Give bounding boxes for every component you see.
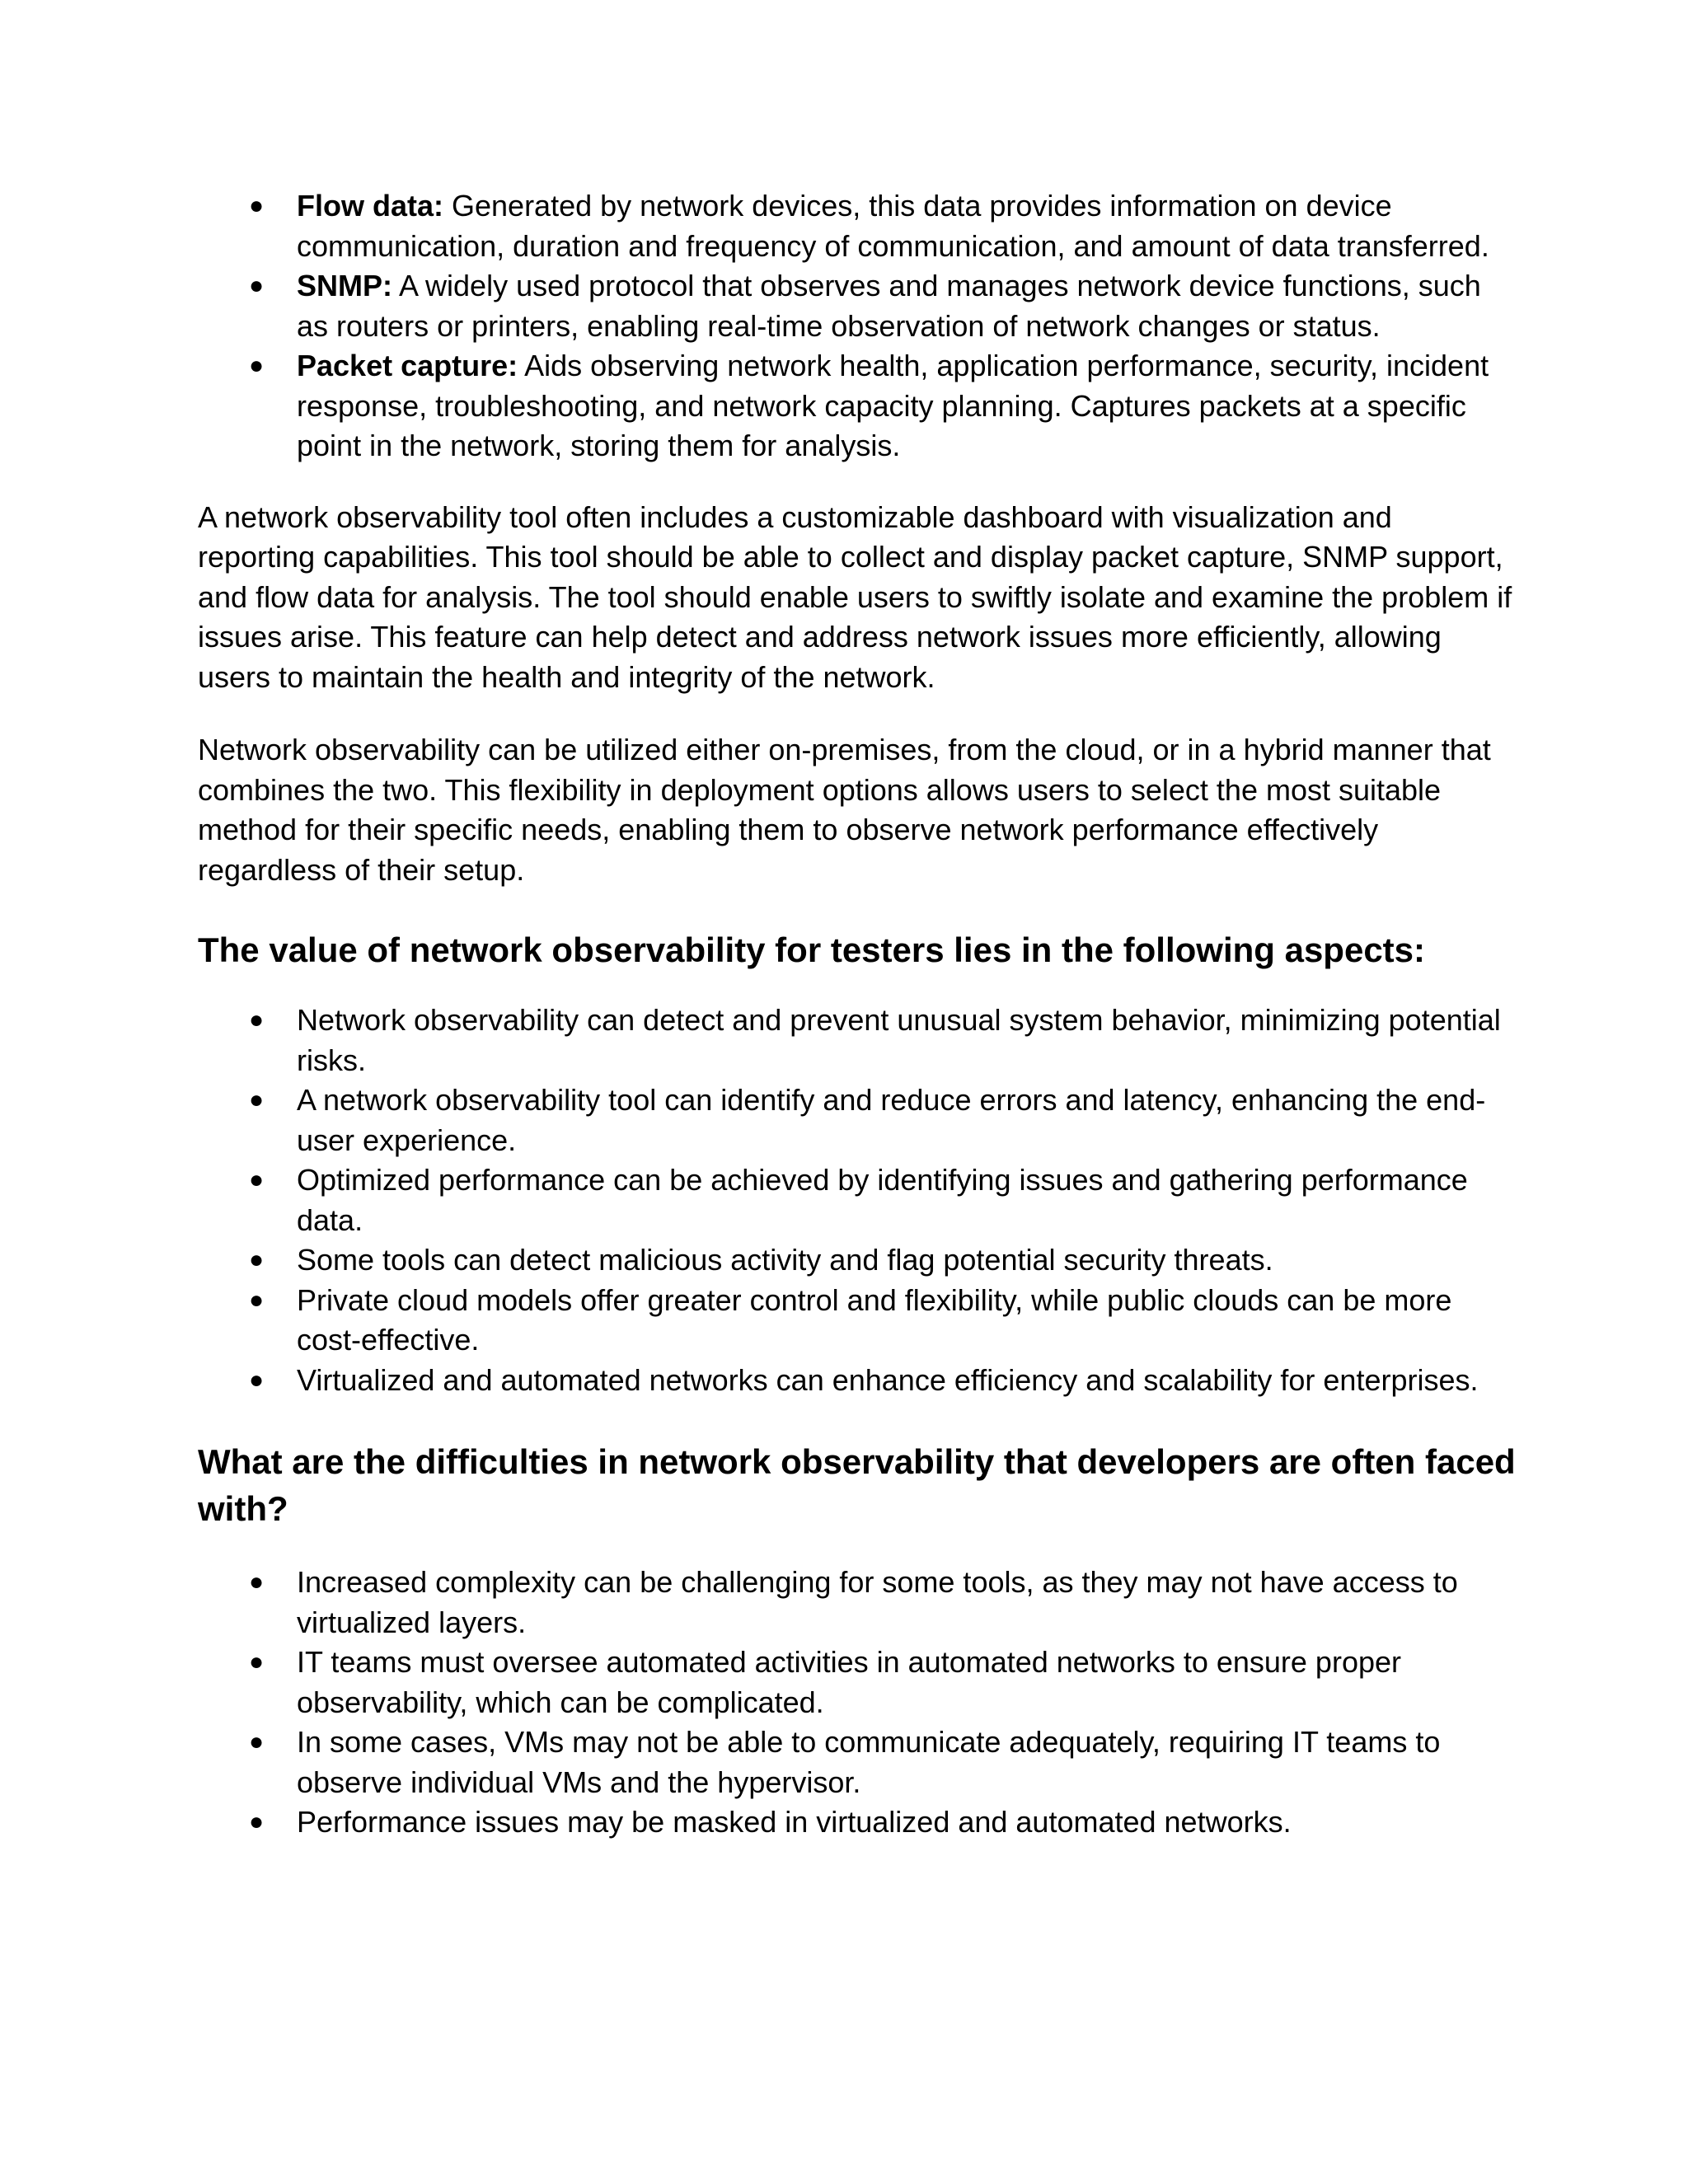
list-item-term: SNMP: [297, 269, 392, 302]
list-item-text: Aids observing network health, application performance, security, incident response, troubleshooting, and network capacity planning. Captures packets at a specific point in the network, storing them for analysis. [297, 349, 1489, 462]
list-item [198, 1080, 1517, 1160]
list-item-text: Network observability can detect and prevent unusual system behavior, minimizing potential risks. [297, 1003, 1501, 1077]
paragraph-dashboard: A network observability tool often includes a customizable dashboard with visualization and reporting capabilities. This tool should be able to collect and display packet capture, SNMP support, and flow data for analysis. The tool should enable users to swiftly isolate and examine the problem if issues arise. This feature can help detect and address network issues more efficiently, allowing users to maintain the health and integrity of the network. [198, 499, 1512, 694]
list-item-text: Performance issues may be masked in virtualized and automated networks. [297, 1805, 1292, 1839]
list-item [198, 1240, 1517, 1281]
list-item [198, 346, 1517, 466]
list-item-text: A widely used protocol that observes and manages network device functions, such as routers or printers, enabling real-time observation of network changes or status. [297, 269, 1481, 343]
bullet-icon: ● [249, 1286, 265, 1314]
list-item-term: Flow data: [297, 189, 443, 223]
list-item [198, 266, 1517, 346]
bullet-icon: ● [249, 272, 265, 299]
bullet-icon: ● [249, 1808, 265, 1835]
list-item [198, 1361, 1517, 1401]
bullet-icon: ● [249, 192, 265, 219]
bullet-icon: ● [249, 1246, 265, 1273]
bullet-icon: ● [249, 1366, 265, 1394]
list-item-text: Private cloud models offer greater control and flexibility, while public clouds can be more cost-effective. [297, 1282, 1452, 1357]
bullet-icon: ● [249, 1166, 265, 1193]
bullet-icon: ● [249, 1006, 265, 1033]
list-item-text: Generated by network devices, this data provides information on device communication, duration and frequency of communication, and amount of data transferred. [297, 189, 1489, 263]
paragraph-deployment: Network observability can be utilized either on-premises, from the cloud, or in a hybrid manner that combines the two. This flexibility in deployment options allows users to select the most suitable method for their specific needs, enabling them to observe network performance effectively regardless of their setup. [198, 733, 1491, 887]
difficulties-list [198, 1563, 1517, 1843]
data-sources-list [198, 186, 1517, 466]
heading-difficulties: What are the difficulties in network observability that developers are often faced with? [198, 1442, 1516, 1528]
bullet-icon: ● [249, 1648, 265, 1675]
list-item [198, 186, 1517, 266]
list-item [198, 1160, 1517, 1240]
document-page [198, 186, 1517, 1843]
bullet-icon: ● [249, 1086, 265, 1113]
list-item [198, 1281, 1517, 1361]
list-item [198, 1802, 1517, 1843]
bullet-icon: ● [249, 1728, 265, 1755]
list-item-text: In some cases, VMs may not be able to communicate adequately, requiring IT teams to observe individual VMs and the hypervisor. [297, 1725, 1441, 1799]
bullet-icon: ● [249, 352, 265, 379]
list-item-text: Virtualized and automated networks can enhance efficiency and scalability for enterprises. [297, 1362, 1479, 1397]
list-item-text: A network observability tool can identify and reduce errors and latency, enhancing the end-user experience. [297, 1083, 1486, 1157]
list-item-text: Optimized performance can be achieved by identifying issues and gathering performance data. [297, 1163, 1468, 1237]
list-item [198, 1643, 1517, 1722]
list-item [198, 1001, 1517, 1080]
value-list [198, 1001, 1517, 1400]
list-item [198, 1563, 1517, 1643]
list-item-text: Increased complexity can be challenging for some tools, as they may not have access to virtualized layers. [297, 1565, 1458, 1639]
list-item-term: Packet capture: [297, 349, 518, 382]
list-item-text: Some tools can detect malicious activity and flag potential security threats. [297, 1243, 1273, 1277]
list-item-text: IT teams must oversee automated activities in automated networks to ensure proper observability, which can be complicated. [297, 1645, 1401, 1719]
list-item [198, 1722, 1517, 1802]
bullet-icon: ● [249, 1568, 265, 1596]
heading-value: The value of network observability for testers lies in the following aspects: [198, 930, 1426, 969]
